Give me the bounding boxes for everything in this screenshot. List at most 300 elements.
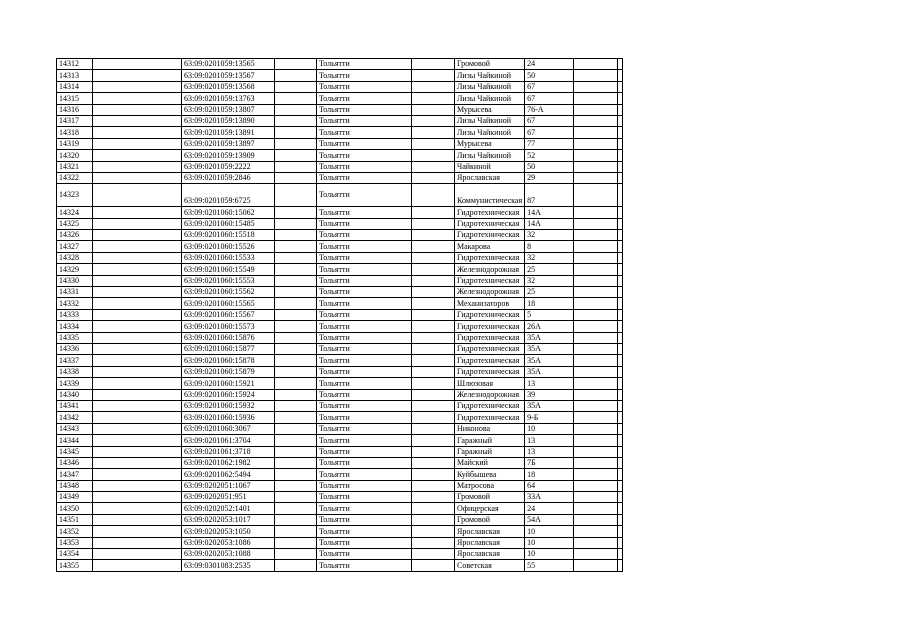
city-cell: Тольятти bbox=[317, 526, 412, 537]
empty-cell bbox=[275, 93, 317, 104]
table-row bbox=[57, 492, 623, 503]
record-number-cell: 14318 bbox=[57, 127, 93, 138]
empty-cell bbox=[574, 412, 618, 423]
empty-cell bbox=[93, 264, 182, 275]
empty-cell bbox=[618, 275, 623, 286]
city-cell: Тольятти bbox=[317, 138, 412, 149]
empty-cell bbox=[93, 252, 182, 263]
empty-cell bbox=[574, 150, 618, 161]
record-number-cell: 14329 bbox=[57, 264, 93, 275]
house-number-cell: 18 bbox=[525, 469, 574, 480]
empty-cell bbox=[574, 378, 618, 389]
city-cell: Тольятти bbox=[317, 252, 412, 263]
cadastral-number-cell: 63:09:0201060:15518 bbox=[182, 230, 275, 241]
empty-cell bbox=[275, 480, 317, 491]
empty-cell bbox=[618, 355, 623, 366]
empty-cell bbox=[412, 549, 455, 560]
street-cell: Железнодорожная bbox=[455, 389, 525, 400]
street-cell: Офицерская bbox=[455, 503, 525, 514]
record-number-cell: 14349 bbox=[57, 492, 93, 503]
record-number-cell: 14347 bbox=[57, 469, 93, 480]
table-row bbox=[57, 514, 623, 525]
empty-cell bbox=[618, 81, 623, 92]
cadastral-number-cell: 63:09:0201061:3704 bbox=[182, 435, 275, 446]
cadastral-number-cell: 63:09:0202051:951 bbox=[182, 492, 275, 503]
empty-cell bbox=[412, 264, 455, 275]
city-cell: Тольятти bbox=[317, 389, 412, 400]
cadastral-number-cell: 63:09:0201059:13763 bbox=[182, 93, 275, 104]
empty-cell bbox=[412, 514, 455, 525]
house-number-cell: 33А bbox=[525, 492, 574, 503]
empty-cell bbox=[275, 423, 317, 434]
table-row bbox=[57, 172, 623, 183]
table-row bbox=[57, 309, 623, 320]
house-number-cell: 24 bbox=[525, 59, 574, 70]
house-number-cell: 26А bbox=[525, 321, 574, 332]
empty-cell bbox=[93, 423, 182, 434]
street-cell: Механизаторов bbox=[455, 298, 525, 309]
record-number-cell: 14342 bbox=[57, 412, 93, 423]
empty-cell bbox=[412, 469, 455, 480]
city-cell: Тольятти bbox=[317, 378, 412, 389]
street-cell: Гидротехническая bbox=[455, 252, 525, 263]
empty-cell bbox=[412, 457, 455, 468]
empty-cell bbox=[618, 480, 623, 491]
street-cell: Громовой bbox=[455, 514, 525, 525]
record-number-cell: 14323 bbox=[57, 184, 93, 207]
house-number-cell: 67 bbox=[525, 115, 574, 126]
empty-cell bbox=[574, 184, 618, 207]
cadastral-number-cell: 63:09:0201059:2222 bbox=[182, 161, 275, 172]
empty-cell bbox=[93, 446, 182, 457]
cadastral-number-cell: 63:09:0201059:13565 bbox=[182, 59, 275, 70]
table-row bbox=[57, 81, 623, 92]
empty-cell bbox=[412, 492, 455, 503]
empty-cell bbox=[574, 172, 618, 183]
empty-cell bbox=[412, 298, 455, 309]
street-cell: Гидротехническая bbox=[455, 207, 525, 218]
street-cell: Гидротехническая bbox=[455, 230, 525, 241]
table-row bbox=[57, 560, 623, 571]
cadastral-number-cell: 63:09:0202052:1401 bbox=[182, 503, 275, 514]
street-cell: Лизы Чайкиной bbox=[455, 70, 525, 81]
record-number-cell: 14353 bbox=[57, 537, 93, 548]
house-number-cell: 10 bbox=[525, 537, 574, 548]
empty-cell bbox=[93, 59, 182, 70]
empty-cell bbox=[618, 446, 623, 457]
empty-cell bbox=[618, 537, 623, 548]
empty-cell bbox=[275, 230, 317, 241]
record-number-cell: 14321 bbox=[57, 161, 93, 172]
empty-cell bbox=[275, 59, 317, 70]
city-cell: Тольятти bbox=[317, 184, 412, 207]
house-number-cell: 10 bbox=[525, 549, 574, 560]
table-row bbox=[57, 230, 623, 241]
city-cell: Тольятти bbox=[317, 480, 412, 491]
house-number-cell: 7Б bbox=[525, 457, 574, 468]
house-number-cell: 64 bbox=[525, 480, 574, 491]
empty-cell bbox=[574, 400, 618, 411]
empty-cell bbox=[412, 218, 455, 229]
street-cell: Гидротехническая bbox=[455, 343, 525, 354]
city-cell: Тольятти bbox=[317, 366, 412, 377]
street-cell: Гидротехническая bbox=[455, 400, 525, 411]
street-cell: Гидротехническая bbox=[455, 355, 525, 366]
street-cell: Никонова bbox=[455, 423, 525, 434]
empty-cell bbox=[412, 207, 455, 218]
empty-cell bbox=[275, 457, 317, 468]
empty-cell bbox=[93, 503, 182, 514]
cadastral-number-cell: 63:09:0201060:15562 bbox=[182, 287, 275, 298]
cadastral-number-cell: 63:09:0201060:15932 bbox=[182, 400, 275, 411]
empty-cell bbox=[93, 412, 182, 423]
street-cell: Громовой bbox=[455, 492, 525, 503]
empty-cell bbox=[412, 389, 455, 400]
table-row bbox=[57, 252, 623, 263]
empty-cell bbox=[412, 537, 455, 548]
city-cell: Тольятти bbox=[317, 549, 412, 560]
city-cell: Тольятти bbox=[317, 343, 412, 354]
empty-cell bbox=[275, 81, 317, 92]
empty-cell bbox=[93, 537, 182, 548]
cadastral-number-cell: 63:09:0201060:15485 bbox=[182, 218, 275, 229]
empty-cell bbox=[93, 207, 182, 218]
empty-cell bbox=[275, 115, 317, 126]
empty-cell bbox=[412, 81, 455, 92]
empty-cell bbox=[574, 355, 618, 366]
street-cell: Матросова bbox=[455, 480, 525, 491]
empty-cell bbox=[93, 138, 182, 149]
empty-cell bbox=[618, 378, 623, 389]
empty-cell bbox=[618, 161, 623, 172]
empty-cell bbox=[574, 275, 618, 286]
table-row bbox=[57, 366, 623, 377]
table-row bbox=[57, 469, 623, 480]
empty-cell bbox=[93, 161, 182, 172]
empty-cell bbox=[275, 309, 317, 320]
table-row bbox=[57, 435, 623, 446]
city-cell: Тольятти bbox=[317, 172, 412, 183]
house-number-cell: 77 bbox=[525, 138, 574, 149]
record-number-cell: 14344 bbox=[57, 435, 93, 446]
empty-cell bbox=[618, 184, 623, 207]
record-number-cell: 14314 bbox=[57, 81, 93, 92]
empty-cell bbox=[574, 104, 618, 115]
empty-cell bbox=[574, 514, 618, 525]
empty-cell bbox=[412, 184, 455, 207]
table-row bbox=[57, 287, 623, 298]
record-number-cell: 14335 bbox=[57, 332, 93, 343]
record-number-cell: 14327 bbox=[57, 241, 93, 252]
empty-cell bbox=[574, 389, 618, 400]
empty-cell bbox=[412, 526, 455, 537]
empty-cell bbox=[412, 172, 455, 183]
cadastral-number-cell: 63:09:0201060:15533 bbox=[182, 252, 275, 263]
empty-cell bbox=[275, 412, 317, 423]
empty-cell bbox=[618, 230, 623, 241]
empty-cell bbox=[412, 93, 455, 104]
record-number-cell: 14340 bbox=[57, 389, 93, 400]
empty-cell bbox=[275, 172, 317, 183]
empty-cell bbox=[574, 207, 618, 218]
street-cell: Гидротехническая bbox=[455, 332, 525, 343]
empty-cell bbox=[574, 526, 618, 537]
table-row bbox=[57, 343, 623, 354]
street-cell: Ярославская bbox=[455, 537, 525, 548]
house-number-cell: 10 bbox=[525, 526, 574, 537]
empty-cell bbox=[618, 93, 623, 104]
record-number-cell: 14317 bbox=[57, 115, 93, 126]
house-number-cell: 87 bbox=[525, 184, 574, 207]
empty-cell bbox=[412, 275, 455, 286]
empty-cell bbox=[93, 172, 182, 183]
house-number-cell: 18 bbox=[525, 298, 574, 309]
record-number-cell: 14343 bbox=[57, 423, 93, 434]
empty-cell bbox=[574, 127, 618, 138]
city-cell: Тольятти bbox=[317, 298, 412, 309]
city-cell: Тольятти bbox=[317, 287, 412, 298]
empty-cell bbox=[93, 309, 182, 320]
table-row bbox=[57, 446, 623, 457]
empty-cell bbox=[93, 70, 182, 81]
street-cell: Ярославская bbox=[455, 549, 525, 560]
empty-cell bbox=[618, 218, 623, 229]
record-number-cell: 14345 bbox=[57, 446, 93, 457]
empty-cell bbox=[412, 321, 455, 332]
street-cell: Громовой bbox=[455, 59, 525, 70]
empty-cell bbox=[412, 378, 455, 389]
empty-cell bbox=[618, 172, 623, 183]
empty-cell bbox=[618, 514, 623, 525]
empty-cell bbox=[574, 161, 618, 172]
empty-cell bbox=[412, 287, 455, 298]
cadastral-number-cell: 63:09:0201062:1982 bbox=[182, 457, 275, 468]
empty-cell bbox=[275, 560, 317, 571]
house-number-cell: 10 bbox=[525, 423, 574, 434]
empty-cell bbox=[618, 241, 623, 252]
table-row bbox=[57, 503, 623, 514]
house-number-cell: 32 bbox=[525, 252, 574, 263]
house-number-cell: 76-А bbox=[525, 104, 574, 115]
empty-cell bbox=[93, 514, 182, 525]
city-cell: Тольятти bbox=[317, 104, 412, 115]
record-number-cell: 14341 bbox=[57, 400, 93, 411]
empty-cell bbox=[574, 492, 618, 503]
table-row bbox=[57, 537, 623, 548]
cadastral-number-cell: 63:09:0201059:13568 bbox=[182, 81, 275, 92]
record-number-cell: 14348 bbox=[57, 480, 93, 491]
street-cell: Гаражный bbox=[455, 435, 525, 446]
empty-cell bbox=[93, 366, 182, 377]
city-cell: Тольятти bbox=[317, 321, 412, 332]
empty-cell bbox=[618, 309, 623, 320]
empty-cell bbox=[93, 115, 182, 126]
street-cell: Лизы Чайкиной bbox=[455, 81, 525, 92]
city-cell: Тольятти bbox=[317, 503, 412, 514]
table-row bbox=[57, 184, 623, 207]
table-row bbox=[57, 207, 623, 218]
city-cell: Тольятти bbox=[317, 275, 412, 286]
cadastral-number-cell: 63:09:0201060:15553 bbox=[182, 275, 275, 286]
table-row bbox=[57, 526, 623, 537]
house-number-cell: 32 bbox=[525, 230, 574, 241]
empty-cell bbox=[275, 469, 317, 480]
city-cell: Тольятти bbox=[317, 435, 412, 446]
data-table bbox=[56, 58, 623, 572]
empty-cell bbox=[275, 161, 317, 172]
cadastral-number-cell: 63:09:0201060:15573 bbox=[182, 321, 275, 332]
empty-cell bbox=[412, 115, 455, 126]
city-cell: Тольятти bbox=[317, 492, 412, 503]
empty-cell bbox=[412, 366, 455, 377]
empty-cell bbox=[618, 435, 623, 446]
street-cell: Куйбышева bbox=[455, 469, 525, 480]
empty-cell bbox=[574, 115, 618, 126]
empty-cell bbox=[275, 492, 317, 503]
empty-cell bbox=[93, 469, 182, 480]
empty-cell bbox=[275, 207, 317, 218]
empty-cell bbox=[618, 252, 623, 263]
street-cell: Майский bbox=[455, 457, 525, 468]
empty-cell bbox=[275, 332, 317, 343]
empty-cell bbox=[412, 435, 455, 446]
empty-cell bbox=[275, 435, 317, 446]
empty-cell bbox=[412, 104, 455, 115]
empty-cell bbox=[618, 503, 623, 514]
empty-cell bbox=[93, 287, 182, 298]
empty-cell bbox=[93, 127, 182, 138]
empty-cell bbox=[574, 298, 618, 309]
city-cell: Тольятти bbox=[317, 230, 412, 241]
empty-cell bbox=[618, 138, 623, 149]
record-number-cell: 14336 bbox=[57, 343, 93, 354]
city-cell: Тольятти bbox=[317, 309, 412, 320]
street-cell: Гидротехническая bbox=[455, 275, 525, 286]
street-cell: Лизы Чайкиной bbox=[455, 115, 525, 126]
record-number-cell: 14331 bbox=[57, 287, 93, 298]
empty-cell bbox=[618, 150, 623, 161]
house-number-cell: 13 bbox=[525, 435, 574, 446]
street-cell: Ярославская bbox=[455, 526, 525, 537]
empty-cell bbox=[412, 150, 455, 161]
empty-cell bbox=[275, 241, 317, 252]
cadastral-number-cell: 63:09:0201059:13909 bbox=[182, 150, 275, 161]
cadastral-number-cell: 63:09:0201060:15565 bbox=[182, 298, 275, 309]
city-cell: Тольятти bbox=[317, 355, 412, 366]
empty-cell bbox=[275, 275, 317, 286]
city-cell: Тольятти bbox=[317, 115, 412, 126]
cadastral-number-cell: 63:09:0201060:15062 bbox=[182, 207, 275, 218]
empty-cell bbox=[618, 207, 623, 218]
empty-cell bbox=[412, 59, 455, 70]
house-number-cell: 39 bbox=[525, 389, 574, 400]
cadastral-number-cell: 63:09:0201060:15876 bbox=[182, 332, 275, 343]
empty-cell bbox=[574, 218, 618, 229]
cadastral-number-cell: 63:09:0202051:1067 bbox=[182, 480, 275, 491]
empty-cell bbox=[93, 332, 182, 343]
empty-cell bbox=[93, 480, 182, 491]
empty-cell bbox=[275, 355, 317, 366]
house-number-cell: 50 bbox=[525, 161, 574, 172]
cadastral-number-cell: 63:09:0201060:15878 bbox=[182, 355, 275, 366]
empty-cell bbox=[412, 70, 455, 81]
empty-cell bbox=[275, 526, 317, 537]
record-number-cell: 14337 bbox=[57, 355, 93, 366]
empty-cell bbox=[574, 138, 618, 149]
empty-cell bbox=[93, 218, 182, 229]
empty-cell bbox=[412, 560, 455, 571]
city-cell: Тольятти bbox=[317, 332, 412, 343]
record-number-cell: 14328 bbox=[57, 252, 93, 263]
empty-cell bbox=[412, 480, 455, 491]
cadastral-number-cell: 63:09:0202053:1050 bbox=[182, 526, 275, 537]
empty-cell bbox=[618, 423, 623, 434]
cadastral-number-cell: 63:09:0201059:6725 bbox=[182, 184, 275, 207]
cadastral-number-cell: 63:09:0201059:13890 bbox=[182, 115, 275, 126]
street-cell: Чайкиной bbox=[455, 161, 525, 172]
empty-cell bbox=[412, 138, 455, 149]
house-number-cell: 35А bbox=[525, 366, 574, 377]
street-cell: Макарова bbox=[455, 241, 525, 252]
empty-cell bbox=[275, 138, 317, 149]
empty-cell bbox=[618, 549, 623, 560]
table-row bbox=[57, 423, 623, 434]
empty-cell bbox=[93, 526, 182, 537]
street-cell: Лизы Чайкиной bbox=[455, 93, 525, 104]
record-number-cell: 14330 bbox=[57, 275, 93, 286]
empty-cell bbox=[618, 298, 623, 309]
empty-cell bbox=[412, 412, 455, 423]
city-cell: Тольятти bbox=[317, 81, 412, 92]
table-row bbox=[57, 115, 623, 126]
empty-cell bbox=[275, 343, 317, 354]
empty-cell bbox=[412, 446, 455, 457]
city-cell: Тольятти bbox=[317, 412, 412, 423]
empty-cell bbox=[93, 184, 182, 207]
house-number-cell: 25 bbox=[525, 287, 574, 298]
city-cell: Тольятти bbox=[317, 264, 412, 275]
city-cell: Тольятти bbox=[317, 218, 412, 229]
table-row bbox=[57, 321, 623, 332]
table-row bbox=[57, 104, 623, 115]
empty-cell bbox=[275, 549, 317, 560]
record-number-cell: 14312 bbox=[57, 59, 93, 70]
empty-cell bbox=[275, 127, 317, 138]
empty-cell bbox=[412, 355, 455, 366]
street-cell: Ярославская bbox=[455, 172, 525, 183]
cadastral-number-cell: 63:09:0201060:15936 bbox=[182, 412, 275, 423]
street-cell: Мурысева bbox=[455, 104, 525, 115]
table-row bbox=[57, 378, 623, 389]
empty-cell bbox=[275, 446, 317, 457]
empty-cell bbox=[93, 104, 182, 115]
empty-cell bbox=[574, 70, 618, 81]
cadastral-number-cell: 63:09:0201061:3718 bbox=[182, 446, 275, 457]
empty-cell bbox=[618, 526, 623, 537]
house-number-cell: 35А bbox=[525, 355, 574, 366]
empty-cell bbox=[93, 321, 182, 332]
cadastral-number-cell: 63:09:0201062:5494 bbox=[182, 469, 275, 480]
table-row bbox=[57, 549, 623, 560]
cadastral-number-cell: 63:09:0301083:2535 bbox=[182, 560, 275, 571]
city-cell: Тольятти bbox=[317, 150, 412, 161]
cadastral-number-cell: 63:09:0201060:15567 bbox=[182, 309, 275, 320]
house-number-cell: 29 bbox=[525, 172, 574, 183]
empty-cell bbox=[618, 343, 623, 354]
cadastral-number-cell: 63:09:0201060:15549 bbox=[182, 264, 275, 275]
empty-cell bbox=[275, 389, 317, 400]
empty-cell bbox=[618, 412, 623, 423]
